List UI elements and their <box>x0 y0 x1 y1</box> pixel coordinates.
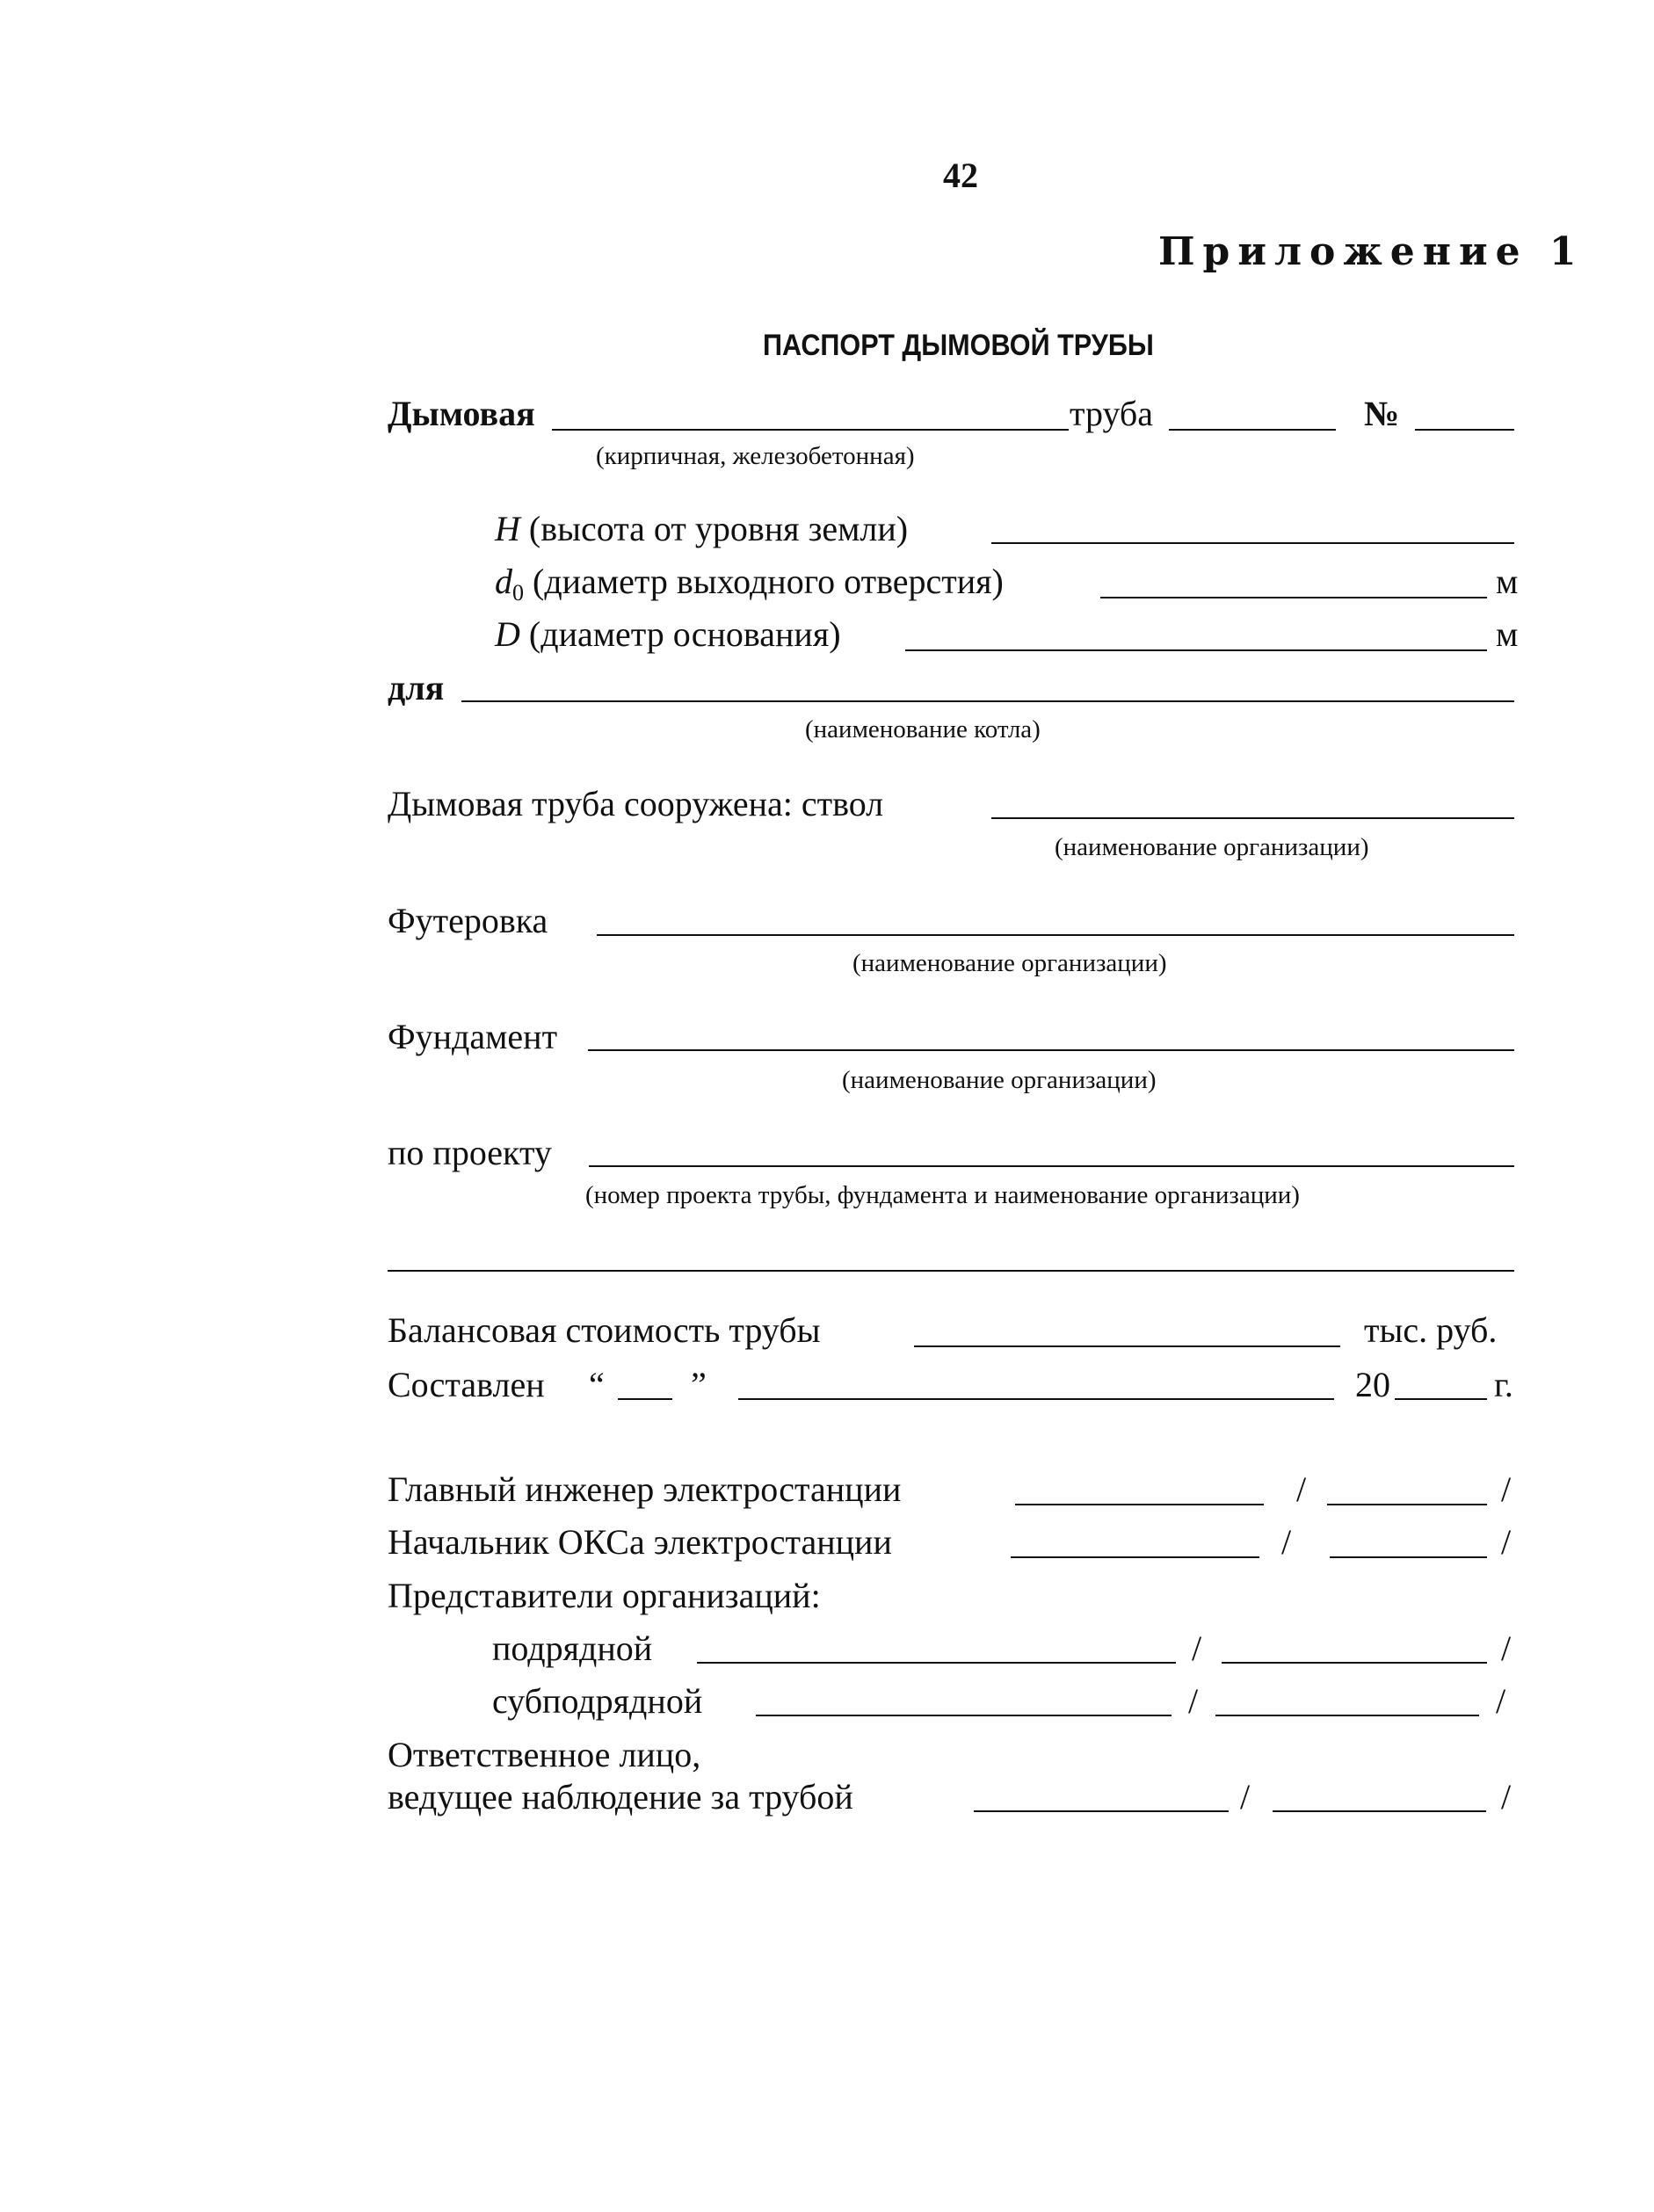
outlet-diameter-symbol: d <box>495 562 512 601</box>
outlet-diameter-unit: м <box>1496 562 1519 601</box>
slash: / <box>1240 1777 1251 1817</box>
slash: / <box>1501 1628 1512 1668</box>
slash: / <box>1192 1628 1202 1668</box>
base-diameter-label <box>495 614 841 654</box>
height-symbol: H <box>495 509 520 548</box>
outlet-diameter-text: (диаметр выходного отверстия) <box>524 562 1004 601</box>
slash: / <box>1501 1469 1512 1509</box>
oks-head-label: Начальник ОКСа электростанции <box>388 1522 892 1562</box>
number-sign: № <box>1364 394 1400 433</box>
built-caption: (наименование организации) <box>1055 833 1369 861</box>
representatives-label: Представители организаций: <box>388 1576 821 1615</box>
base-diameter-unit: м <box>1496 614 1519 654</box>
outlet-diameter-subscript: 0 <box>512 580 524 606</box>
chief-engineer-name-field[interactable] <box>1327 1504 1487 1505</box>
chimney-label: Дымовая <box>388 394 535 433</box>
compiled-year-prefix: 20 <box>1355 1365 1390 1404</box>
slash: / <box>1496 1681 1506 1721</box>
height-text: (высота от уровня земли) <box>519 509 909 548</box>
oks-head-name-field[interactable] <box>1330 1556 1487 1558</box>
responsible-label-line2: ведущее наблюдение за трубой <box>388 1777 853 1817</box>
foundation-label: Фундамент <box>388 1017 558 1056</box>
lining-label: Футеровка <box>388 901 548 940</box>
boiler-caption: (наименование котла) <box>805 715 1041 743</box>
slash: / <box>1501 1777 1512 1817</box>
appendix-heading: Приложение 1 <box>1158 229 1585 274</box>
foundation-caption: (наименование организации) <box>842 1066 1157 1094</box>
page-title: ПАСПОРТ ДЫМОВОЙ ТРУБЫ <box>763 329 1154 362</box>
compiled-month-field[interactable] <box>738 1398 1334 1400</box>
project-label: по проекту <box>388 1133 552 1172</box>
slash: / <box>1501 1522 1512 1562</box>
base-diameter-symbol: D <box>495 614 520 654</box>
oks-head-signature-field[interactable] <box>1011 1556 1259 1558</box>
project-caption: (номер проекта трубы, фундамента и наименование организации) <box>585 1181 1300 1209</box>
slash: / <box>1296 1469 1307 1509</box>
cost-label: Балансовая стоимость трубы <box>388 1310 821 1350</box>
compiled-quote-open: “ <box>589 1365 605 1404</box>
slash: / <box>1188 1681 1199 1721</box>
responsible-label-line1: Ответственное лицо, <box>388 1735 701 1774</box>
lining-field[interactable] <box>597 934 1514 936</box>
contractor-name-field[interactable] <box>1222 1662 1487 1664</box>
base-diameter-text: (диаметр основания) <box>519 614 841 654</box>
compiled-quote-close: ” <box>691 1365 707 1404</box>
boiler-label: для <box>388 668 445 707</box>
cost-field[interactable] <box>914 1345 1340 1347</box>
pipe-name-field[interactable] <box>1169 429 1336 431</box>
responsible-name-field[interactable] <box>1273 1810 1486 1812</box>
chief-engineer-signature-field[interactable] <box>1015 1504 1264 1505</box>
chimney-type-caption: (кирпичная, железобетонная) <box>596 442 915 470</box>
pipe-number-field[interactable] <box>1415 429 1514 431</box>
outlet-diameter-label <box>495 562 1004 606</box>
boiler-field[interactable] <box>461 700 1514 702</box>
page-number: 42 <box>943 156 978 195</box>
slash: / <box>1281 1522 1292 1562</box>
compiled-label: Составлен <box>388 1365 545 1404</box>
pipe-label: труба <box>1070 394 1154 433</box>
responsible-signature-field[interactable] <box>974 1810 1229 1812</box>
contractor-label: подрядной <box>492 1628 653 1668</box>
contractor-signature-field[interactable] <box>697 1662 1176 1664</box>
compiled-year-suffix: г. <box>1494 1365 1513 1404</box>
cost-unit: тыс. руб. <box>1364 1310 1498 1350</box>
project-field-continued[interactable] <box>388 1270 1514 1272</box>
built-field[interactable] <box>991 817 1514 819</box>
chief-engineer-label: Главный инженер электростанции <box>388 1469 902 1509</box>
height-label <box>495 511 908 547</box>
base-diameter-field[interactable] <box>905 649 1487 651</box>
subcontractor-signature-field[interactable] <box>756 1715 1172 1716</box>
height-field[interactable] <box>991 542 1514 544</box>
compiled-day-field[interactable] <box>618 1398 672 1400</box>
compiled-year-field[interactable] <box>1395 1398 1487 1400</box>
lining-caption: (наименование организации) <box>852 949 1167 977</box>
chimney-type-field[interactable] <box>552 429 1069 431</box>
subcontractor-name-field[interactable] <box>1215 1715 1479 1716</box>
subcontractor-label: субподрядной <box>492 1681 703 1721</box>
project-field[interactable] <box>589 1165 1514 1167</box>
foundation-field[interactable] <box>588 1049 1514 1051</box>
outlet-diameter-field[interactable] <box>1100 597 1487 598</box>
built-label: Дымовая труба сооружена: ствол <box>388 784 884 823</box>
